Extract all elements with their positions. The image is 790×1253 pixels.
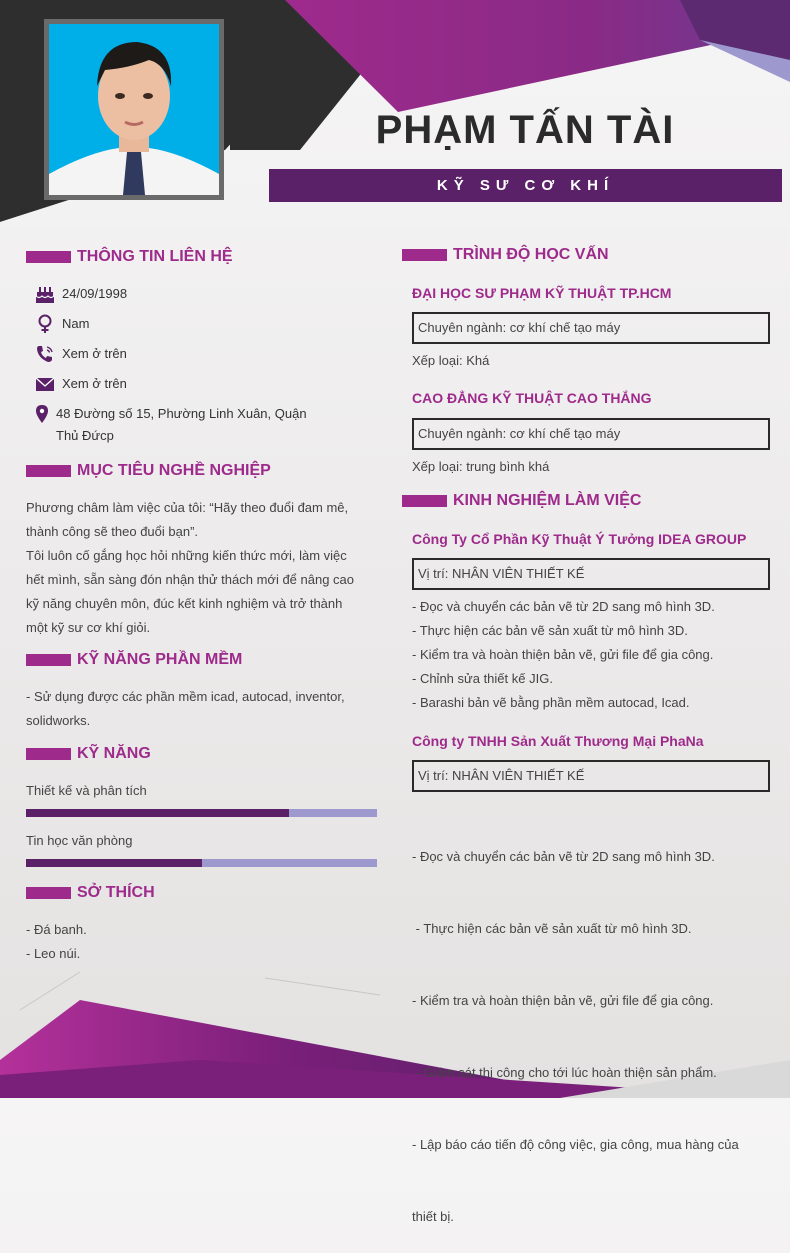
job-title-bar bbox=[269, 169, 782, 202]
duty-item: - Thực hiện các bản vẽ sản xuất từ mô hình 3D. bbox=[412, 623, 688, 638]
duty-item: - Kiểm tra và hoàn thiện bản vẽ, gửi file để gia công. bbox=[412, 647, 714, 662]
objective-line: Phương châm làm việc của tôi: “Hãy theo đuổi đam mê, bbox=[26, 500, 349, 515]
objective-line: kỹ năng chuyên môn, đúc kết kinh nghiệm và trở thành bbox=[26, 596, 343, 611]
objective-section-heading bbox=[26, 462, 271, 480]
gender-text: Nam bbox=[62, 316, 90, 331]
skills-section-heading bbox=[26, 745, 151, 763]
skills-heading: KỸ NĂNG bbox=[77, 745, 151, 762]
school-rank: Xếp loại: Khá bbox=[412, 353, 490, 368]
email-text: Xem ở trên bbox=[62, 376, 127, 391]
birthday-cake-icon bbox=[34, 283, 56, 305]
contact-heading: THÔNG TIN LIÊN HỆ bbox=[77, 248, 233, 265]
heading-accent-bar bbox=[402, 495, 447, 507]
heading-accent-bar bbox=[26, 251, 71, 263]
duty-item: - Barashi bản vẽ bằng phần mềm autocad, Icad. bbox=[412, 695, 690, 710]
duty-item: - Đọc và chuyển các bản vẽ từ 2D sang mô hình 3D. bbox=[412, 849, 715, 864]
contact-birthday bbox=[34, 283, 127, 305]
duty-item: - Thực hiện các bản vẽ sản xuất từ mô hình 3D. bbox=[412, 921, 692, 936]
objective-text bbox=[26, 496, 386, 640]
address-line-2: Thủ Đứcp bbox=[56, 428, 114, 443]
job-position-box: Vị trí: NHÂN VIÊN THIẾT KẾ bbox=[412, 558, 770, 590]
heading-accent-bar bbox=[26, 654, 71, 666]
skill-bar-office bbox=[26, 859, 377, 867]
hobbies-section-heading bbox=[26, 884, 155, 902]
school-name: ĐẠI HỌC SƯ PHẠM KỸ THUẬT TP.HCM bbox=[412, 285, 672, 301]
birthday-text: 24/09/1998 bbox=[62, 286, 128, 301]
school-major-box: Chuyên ngành: cơ khí chế tạo máy bbox=[412, 418, 770, 450]
experience-section-heading bbox=[402, 492, 641, 510]
education-section-heading bbox=[402, 246, 609, 264]
heading-accent-bar bbox=[26, 465, 71, 477]
heading-accent-bar bbox=[402, 249, 447, 261]
hobbies-heading: SỞ THÍCH bbox=[77, 884, 155, 901]
profile-photo bbox=[49, 24, 219, 195]
education-heading: TRÌNH ĐỘ HỌC VẤN bbox=[453, 246, 609, 263]
hobby-item: - Leo núi. bbox=[26, 946, 81, 961]
duty-item: - Giám sát thi công cho tới lúc hoàn thiện sản phẩm. bbox=[412, 1065, 717, 1080]
contact-phone bbox=[34, 343, 127, 365]
hobbies-list bbox=[26, 918, 226, 966]
job-position-box: Vị trí: NHÂN VIÊN THIẾT KẾ bbox=[412, 760, 770, 792]
envelope-icon bbox=[34, 373, 56, 395]
experience-heading: KINH NGHIỆM LÀM VIỆC bbox=[453, 492, 642, 509]
duty-item: - Kiểm tra và hoàn thiện bản vẽ, gửi file để gia công. bbox=[412, 993, 714, 1008]
female-symbol-icon bbox=[34, 313, 56, 335]
objective-line: Tôi luôn cố gắng học hỏi những kiến thức mới, làm việc bbox=[26, 548, 347, 563]
objective-line: một kỹ sư cơ khí giỏi. bbox=[26, 620, 151, 635]
software-line: - Sử dụng được các phần mềm icad, autocad, inventor, bbox=[26, 689, 345, 704]
hobby-item: - Đá banh. bbox=[26, 922, 87, 937]
school-name: CAO ĐẲNG KỸ THUẬT CAO THẮNG bbox=[412, 390, 652, 406]
duty-item: - Đọc và chuyển các bản vẽ từ 2D sang mô hình 3D. bbox=[412, 599, 715, 614]
skill-label-design: Thiết kế và phân tích bbox=[26, 783, 147, 798]
skill-bar-design bbox=[26, 809, 377, 817]
candidate-name: PHẠM TẤN TÀI bbox=[375, 108, 675, 152]
duty-item: - Chỉnh sửa thiết kế JIG. bbox=[412, 671, 553, 686]
company-name: Công Ty Cổ Phần Kỹ Thuật Ý Tưởng IDEA GROUP bbox=[412, 531, 747, 547]
objective-line: thành công sẽ theo đuổi bạn”. bbox=[26, 524, 199, 539]
location-pin-icon bbox=[34, 403, 50, 425]
phone-icon bbox=[34, 343, 56, 365]
skill-fill-design bbox=[26, 809, 289, 817]
objective-heading: MỤC TIÊU NGHỀ NGHIỆP bbox=[77, 462, 271, 479]
duty-item: - Lập báo cáo tiến độ công việc, gia công, mua hàng của bbox=[412, 1137, 739, 1152]
software-section-heading bbox=[26, 651, 242, 669]
phone-text: Xem ở trên bbox=[62, 346, 127, 361]
software-heading: KỸ NĂNG PHẦN MỀM bbox=[77, 651, 243, 668]
job-duties bbox=[412, 595, 715, 715]
duty-item: thiết bị. bbox=[412, 1209, 454, 1224]
contact-section-heading bbox=[26, 248, 233, 266]
heading-accent-bar bbox=[26, 887, 71, 899]
job-title: KỸ SƯ CƠ KHÍ bbox=[436, 177, 615, 194]
contact-email bbox=[34, 373, 127, 395]
profile-photo-frame bbox=[44, 19, 224, 200]
address-text bbox=[56, 403, 307, 447]
software-text bbox=[26, 685, 386, 733]
school-major-box: Chuyên ngành: cơ khí chế tạo máy bbox=[412, 312, 770, 344]
school-rank: Xếp loại: trung bình khá bbox=[412, 459, 550, 474]
skill-label-office: Tin học văn phòng bbox=[26, 833, 133, 848]
address-line-1: 48 Đường số 15, Phường Linh Xuân, Quận bbox=[56, 406, 307, 421]
contact-address bbox=[34, 403, 307, 447]
software-line: solidworks. bbox=[26, 713, 91, 728]
heading-accent-bar bbox=[26, 748, 71, 760]
contact-gender bbox=[34, 313, 89, 335]
objective-line: hết mình, sẵn sàng đón nhận thử thách mới để nâng cao bbox=[26, 572, 355, 587]
skill-fill-office bbox=[26, 859, 202, 867]
job-duties bbox=[412, 797, 739, 1253]
company-name: Công ty TNHH Sản Xuất Thương Mại PhaNa bbox=[412, 733, 704, 749]
